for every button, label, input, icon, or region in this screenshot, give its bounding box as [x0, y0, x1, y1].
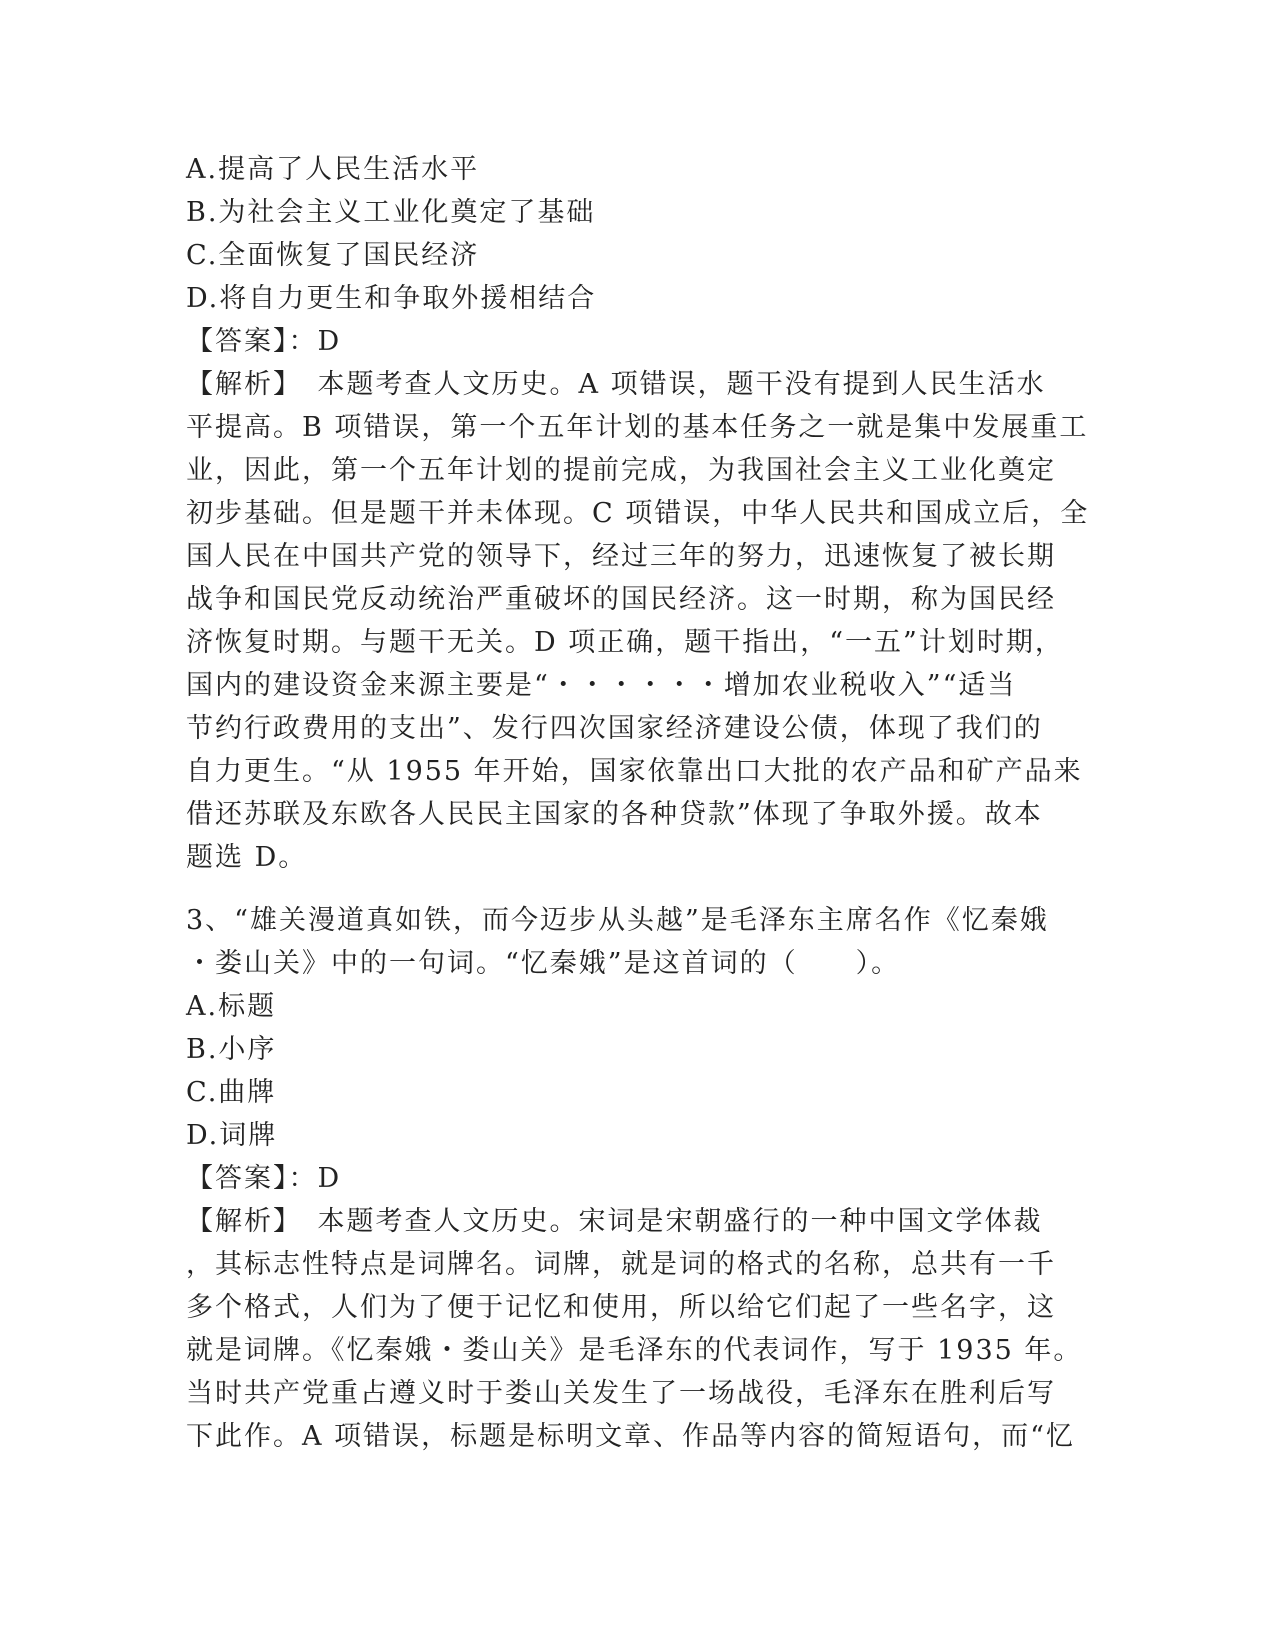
document-content [186, 148, 1090, 1458]
q3-analysis-line: 当时共产党重占遵义时于娄山关发生了一场战役，毛泽东在胜利后写 [186, 1378, 1056, 1409]
q2-analysis-line: 【解析】 本题考查人文历史。A 项错误，题干没有提到人民生活水 [186, 369, 1046, 400]
q2-option-c: C.全面恢复了国民经济 [186, 240, 480, 271]
q3-option-d: D.词牌 [186, 1120, 278, 1151]
q2-option-a: A.提高了人民生活水平 [186, 154, 480, 185]
q3-analysis-line: 下此作。A 项错误，标题是标明文章、作品等内容的简短语句，而“忆 [186, 1421, 1075, 1452]
q2-answer: 【答案】：D [186, 326, 342, 357]
q3-analysis-line: 就是词牌。《忆秦娥・娄山关》是毛泽东的代表词作，写于 1935 年。 [186, 1335, 1083, 1366]
q3-answer: 【答案】：D [186, 1163, 342, 1194]
q2-analysis-line: 国人民在中国共产党的领导下，经过三年的努力，迅速恢复了被长期 [186, 541, 1056, 572]
q2-analysis-line: 国内的建设资金来源主要是“・・・・・・增加农业税收入”“适当 [186, 670, 1017, 701]
q3-analysis-line: 多个格式，人们为了便于记忆和使用，所以给它们起了一些名字，这 [186, 1292, 1056, 1323]
q3-option-c: C.曲牌 [186, 1077, 277, 1108]
q2-analysis-line: 济恢复时期。与题干无关。D 项正确，题干指出，“一五”计划时期， [186, 627, 1064, 658]
q2-analysis-line: 题选 D。 [186, 842, 308, 873]
q3-stem-line: 3、“雄关漫道真如铁，而今迈步从头越”是毛泽东主席名作《忆秦娥 [186, 905, 1049, 936]
q2-analysis-line: 初步基础。但是题干并未体现。C 项错误，中华人民共和国成立后，全 [186, 498, 1090, 529]
q2-option-d: D.将自力更生和争取外援相结合 [186, 283, 597, 314]
q2-analysis-line: 战争和国民党反动统治严重破坏的国民经济。这一时期，称为国民经 [186, 584, 1056, 615]
q3-analysis-line: ，其标志性特点是词牌名。词牌，就是词的格式的名称，总共有一千 [186, 1249, 1056, 1280]
q2-analysis-line: 节约行政费用的支出”、发行四次国家经济建设公债，体现了我们的 [186, 713, 1043, 744]
q3-option-a: A.标题 [186, 991, 277, 1022]
q2-analysis-line: 借还苏联及东欧各人民民主国家的各种贷款”体现了争取外援。故本 [186, 799, 1043, 830]
question-spacer [186, 879, 1066, 899]
q2-analysis-line: 业，因此，第一个五年计划的提前完成，为我国社会主义工业化奠定 [186, 455, 1056, 486]
q3-analysis-line: 【解析】 本题考查人文历史。宋词是宋朝盛行的一种中国文学体裁 [186, 1206, 1043, 1237]
q2-option-b: B.为社会主义工业化奠定了基础 [186, 197, 596, 228]
q2-analysis-line: 自力更生。“从 1955 年开始，国家依靠出口大批的农产品和矿产品来 [186, 756, 1083, 787]
q3-option-b: B.小序 [186, 1034, 277, 1065]
q2-analysis-line: 平提高。B 项错误，第一个五年计划的基本任务之一就是集中发展重工 [186, 412, 1089, 443]
q3-stem-line: ・娄山关》中的一句词。“忆秦娥”是这首词的（ ）。 [186, 948, 901, 979]
